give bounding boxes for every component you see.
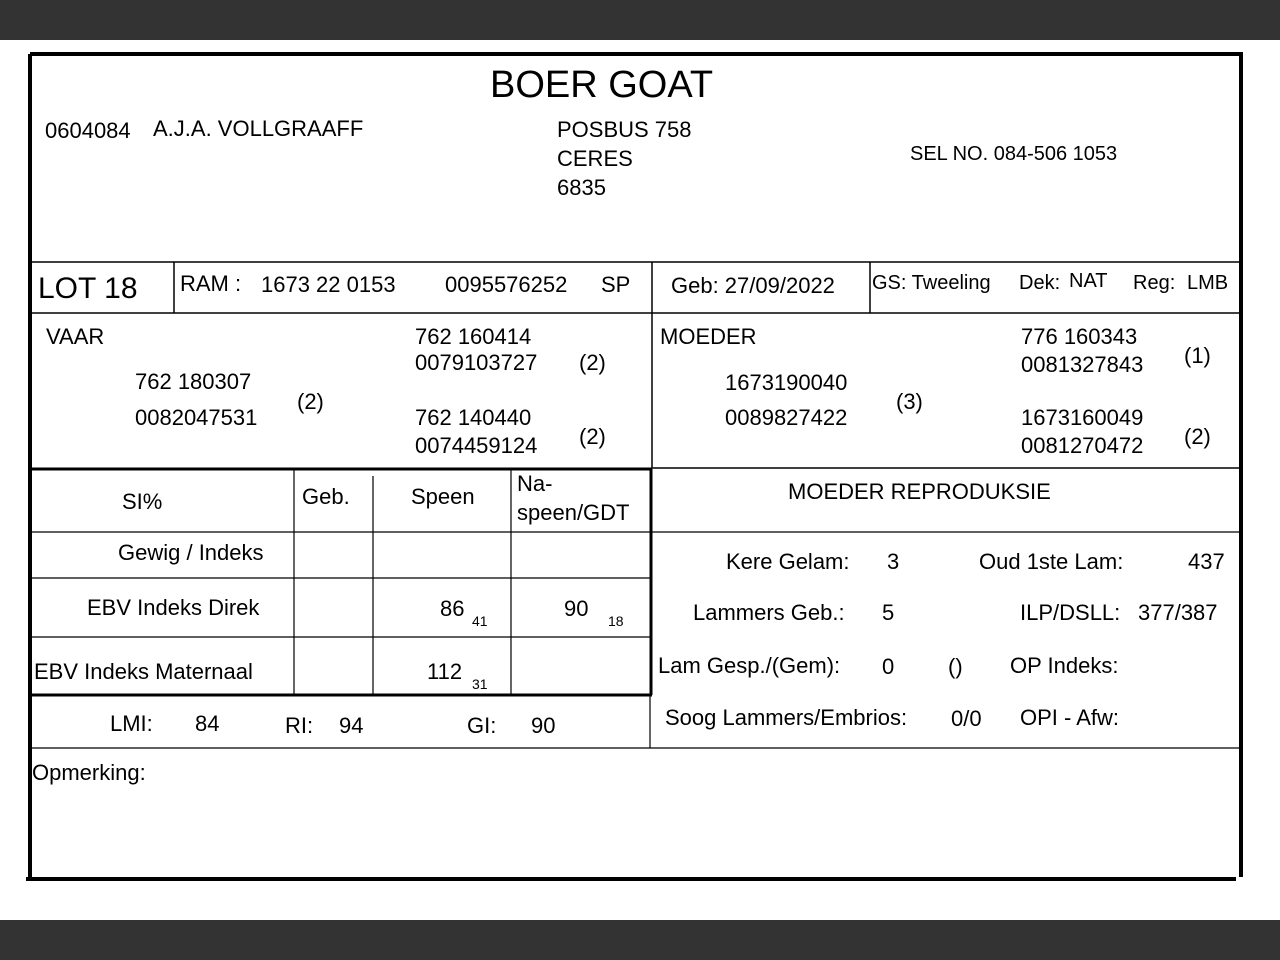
ram-label: RAM :	[180, 271, 242, 296]
dek-label: Dek:	[1019, 272, 1061, 294]
remarks-label: Opmerking:	[32, 760, 146, 785]
dek-value: NAT	[1069, 270, 1108, 292]
geb-header: Geb.	[302, 484, 350, 509]
lammers-geb-value: 5	[882, 600, 895, 625]
ebv-direk-naspeen-sub: 18	[608, 613, 624, 629]
lam-gesp-gem-value: ()	[948, 654, 963, 679]
ri-value: 94	[339, 713, 364, 738]
card-title: BOER GOAT	[490, 64, 714, 106]
ram-sp: SP	[601, 272, 631, 297]
oud-lam-value: 437	[1188, 549, 1225, 574]
reg-label: Reg:	[1133, 272, 1176, 294]
dam-dam-number: 0081270472	[1021, 433, 1144, 458]
lmi-label: LMI:	[110, 711, 153, 736]
speen-header: Speen	[411, 484, 475, 509]
sire-dam-id: 762 140440	[415, 405, 532, 430]
birth-date: Geb: 27/09/2022	[671, 273, 835, 298]
ebv-direk-speen: 86	[440, 596, 465, 621]
sire-sire-count: (2)	[579, 350, 606, 375]
sire-sire-id: 762 160414	[415, 324, 532, 349]
ram-id: 1673 22 0153	[261, 272, 396, 297]
dam-sire-count: (1)	[1184, 343, 1211, 368]
sire-number: 0082047531	[135, 405, 258, 430]
lam-gesp-value: 0	[882, 654, 895, 679]
dam-number: 0089827422	[725, 405, 848, 430]
sire-dam-count: (2)	[579, 424, 606, 449]
ilp-value: 377/387	[1138, 600, 1218, 625]
owner-code: 0604084	[45, 118, 131, 143]
kere-gelam-value: 3	[887, 549, 900, 574]
op-indeks-label: OP Indeks:	[1010, 653, 1119, 678]
sire-count: (2)	[297, 389, 324, 414]
lammers-geb-label: Lammers Geb.:	[693, 600, 845, 625]
lot-number: LOT 18	[38, 272, 138, 305]
oud-lam-label: Oud 1ste Lam:	[979, 549, 1124, 574]
phone-number: SEL NO. 084-506 1053	[910, 143, 1118, 165]
si-header: SI%	[122, 489, 163, 514]
dam-label: MOEDER	[660, 324, 757, 349]
gi-value: 90	[531, 713, 556, 738]
gi-label: GI:	[467, 713, 497, 738]
sire-dam-number: 0074459124	[415, 433, 538, 458]
naspeen-header-line-2: speen/GDT	[517, 500, 630, 525]
reproduction-title: MOEDER REPRODUKSIE	[788, 479, 1051, 504]
address-line-3: 6835	[557, 175, 606, 200]
lmi-value: 84	[195, 711, 220, 736]
dam-count: (3)	[896, 389, 923, 414]
address-line-2: CERES	[557, 146, 633, 171]
naspeen-header-line-1: Na-	[517, 471, 553, 496]
dam-sire-number: 0081327843	[1021, 352, 1144, 377]
ebv-maternaal-speen-sub: 31	[472, 676, 488, 692]
sire-label: VAAR	[46, 324, 105, 349]
sire-sire-number: 0079103727	[415, 350, 538, 375]
kere-gelam-label: Kere Gelam:	[726, 549, 850, 574]
ram-number: 0095576252	[445, 272, 568, 297]
ebv-direk-speen-sub: 41	[472, 613, 488, 629]
ebv-direk-naspeen: 90	[564, 596, 589, 621]
reg-value: LMB	[1187, 272, 1229, 294]
ilp-label: ILP/DSLL:	[1020, 600, 1121, 625]
address-line-1: POSBUS 758	[557, 117, 692, 142]
gs-value: GS: Tweeling	[872, 272, 991, 294]
opi-afw-label: OPI - Afw:	[1020, 705, 1120, 730]
row-label-gewig: Gewig / Indeks	[118, 540, 264, 565]
lam-gesp-label: Lam Gesp./(Gem):	[658, 653, 841, 678]
ebv-maternaal-speen: 112	[427, 659, 463, 684]
dam-sire-id: 776 160343	[1021, 324, 1138, 349]
dam-id: 1673190040	[725, 370, 848, 395]
soog-value: 0/0	[951, 706, 982, 731]
soog-label: Soog Lammers/Embrios:	[665, 705, 908, 730]
owner-name: A.J.A. VOLLGRAAFF	[153, 116, 364, 141]
dam-dam-id: 1673160049	[1021, 405, 1144, 430]
dam-dam-count: (2)	[1184, 424, 1211, 449]
sire-id: 762 180307	[135, 369, 252, 394]
row-label-ebv-maternaal: EBV Indeks Maternaal	[34, 659, 253, 684]
ri-label: RI:	[285, 713, 314, 738]
row-label-ebv-direk: EBV Indeks Direk	[87, 595, 260, 620]
